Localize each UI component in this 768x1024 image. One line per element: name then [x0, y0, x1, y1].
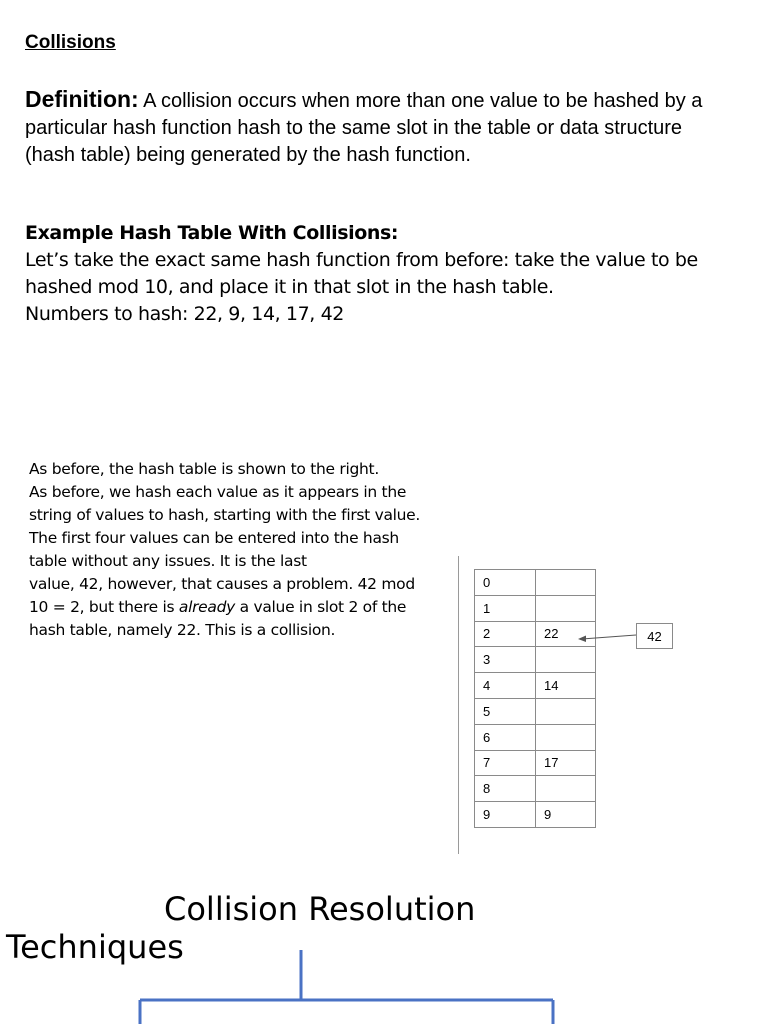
explanation-line: hash table, namely 22. This is a collision. — [29, 621, 336, 639]
table-row — [475, 750, 596, 776]
example-section — [25, 220, 745, 328]
slot-index: 2 — [475, 621, 536, 647]
example-line-3: Numbers to hash: 22, 9, 14, 17, 42 — [25, 303, 344, 325]
divider-line — [458, 556, 459, 854]
slot-value: 9 — [536, 802, 596, 828]
slot-index: 5 — [475, 698, 536, 724]
table-row — [475, 802, 596, 828]
slot-index: 8 — [475, 776, 536, 802]
explanation-text: a value in slot 2 of the — [235, 598, 407, 616]
table-row — [475, 724, 596, 750]
table-row — [475, 698, 596, 724]
slot-index: 9 — [475, 802, 536, 828]
explanation-line: As before, the hash table is shown to the right. — [29, 460, 379, 478]
page-title: Collisions — [25, 32, 116, 53]
slot-value — [536, 647, 596, 673]
explanation-line — [29, 596, 449, 619]
example-line-1: Let’s take the exact same hash function from before: take the value to be — [25, 249, 698, 271]
slot-value — [536, 698, 596, 724]
explanation-line: string of values to hash, starting with the first value. — [29, 506, 421, 524]
definition-paragraph — [25, 86, 725, 169]
explanation-line: value, 42, however, that causes a problem. 42 mod — [29, 575, 415, 593]
slot-index: 1 — [475, 595, 536, 621]
example-line-2: hashed mod 10, and place it in that slot in the hash table. — [25, 276, 554, 298]
slot-value: 14 — [536, 673, 596, 699]
slot-index: 0 — [475, 570, 536, 596]
slot-value — [536, 570, 596, 596]
table-row — [475, 776, 596, 802]
slot-value: 22 — [536, 621, 596, 647]
slot-index: 7 — [475, 750, 536, 776]
section-heading-line-2: Techniques — [6, 928, 184, 966]
explanation-emphasis: already — [178, 598, 236, 616]
definition-label: Definition: — [25, 86, 139, 112]
explanation-text: 10 = 2, but there is — [29, 598, 179, 616]
slot-value — [536, 724, 596, 750]
collision-arrow-icon — [572, 628, 638, 644]
section-heading-line-1: Collision Resolution — [164, 890, 476, 928]
example-heading: Example Hash Table With Collisions: — [25, 222, 399, 244]
slot-index: 3 — [475, 647, 536, 673]
table-row — [475, 595, 596, 621]
slot-index: 4 — [475, 673, 536, 699]
explanation-line: table without any issues. It is the last — [29, 552, 307, 570]
explanation-line: The first four values can be entered into the hash — [29, 529, 399, 547]
hash-table — [474, 569, 596, 828]
table-row — [475, 570, 596, 596]
definition-text: A collision occurs when more than one value to be hashed by a particular hash function hash to the same slot in the table or data structure (hash table) being generated by the hash function. — [25, 90, 703, 166]
table-row — [475, 647, 596, 673]
table-row — [475, 673, 596, 699]
explanation-paragraph — [29, 458, 449, 642]
technique-tree-connector — [0, 940, 768, 1024]
explanation-line: As before, we hash each value as it appears in the — [29, 483, 407, 501]
slot-index: 6 — [475, 724, 536, 750]
incoming-value-box: 42 — [636, 623, 673, 649]
slot-value — [536, 776, 596, 802]
slot-value: 17 — [536, 750, 596, 776]
slot-value — [536, 595, 596, 621]
